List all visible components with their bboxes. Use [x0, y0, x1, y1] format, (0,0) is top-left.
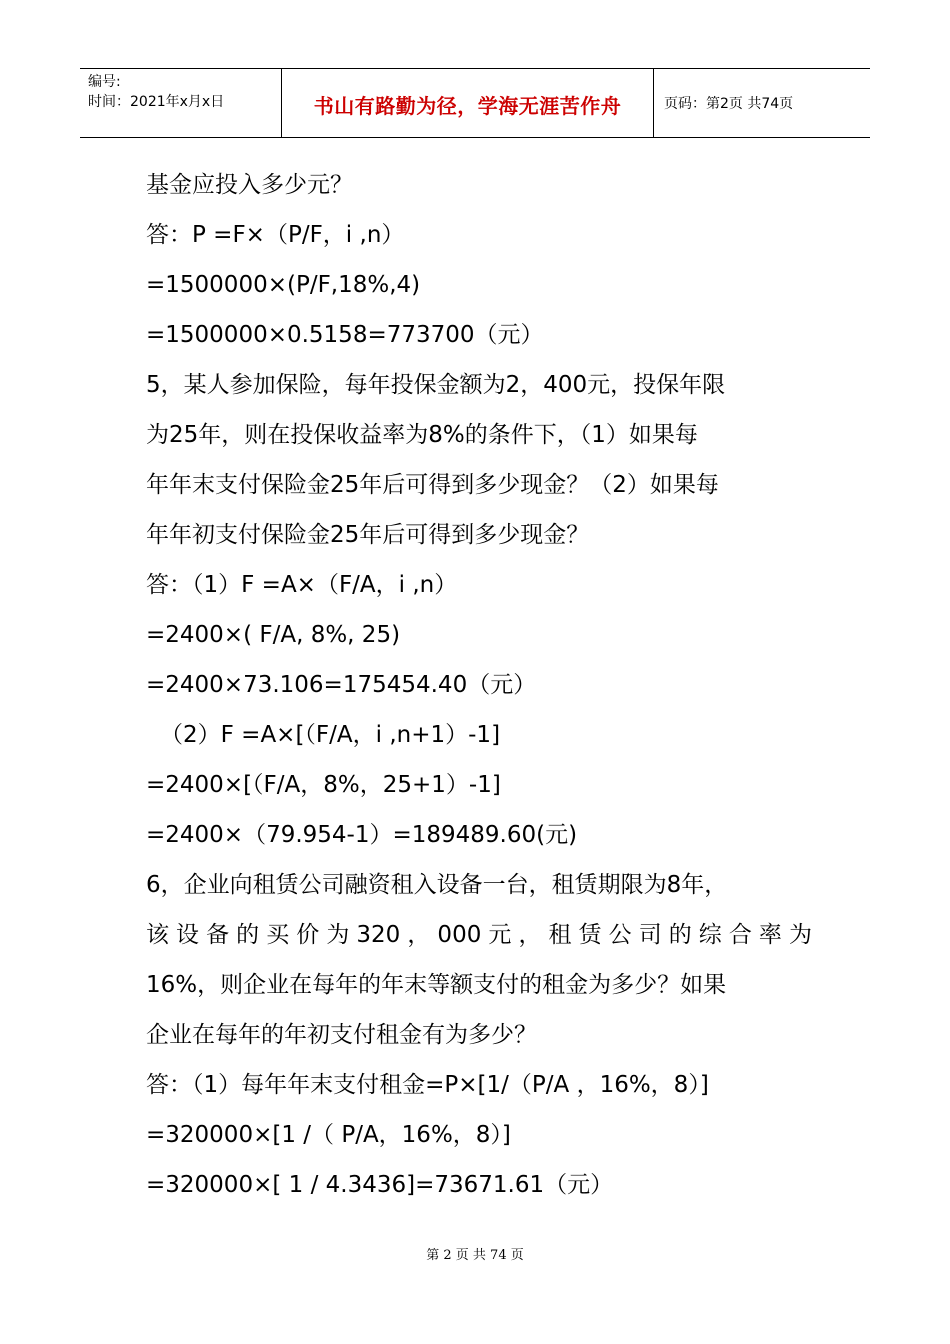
formula-line: =1500000×(P/F,18%,4) — [146, 272, 421, 298]
question-line: 6，企业向租赁公司融资租入设备一台，租赁期限为8年， — [146, 872, 728, 898]
answer-line: 答：（1）每年年末支付租金=P×[1/（P/A ，16%，8）] — [146, 1072, 709, 1098]
document-date-label: 时间：2021年x月x日 — [88, 94, 225, 110]
question-line: 企业在每年的年初支付租金有为多少？ — [146, 1022, 537, 1048]
formula-line: （2）F =A×[（F/A，i ,n+1）-1] — [160, 722, 501, 748]
document-number-label: 编号: — [88, 74, 121, 90]
question-line: 为25年，则在投保收益率为8%的条件下，（1）如果每 — [146, 422, 698, 448]
header-motto: 书山有路勤为径，学海无涯苦作舟 — [282, 69, 654, 137]
text-line: 基金应投入多少元？ — [146, 172, 353, 198]
question-line: 年年末支付保险金25年后可得到多少现金？（2）如果每 — [146, 472, 719, 498]
page-footer: 第 2 页 共 74 页 — [426, 1248, 524, 1263]
formula-line: =320000×[ 1 / 4.3436]=73671.61（元） — [146, 1172, 614, 1198]
answer-line: 答：P =F×（P/F，i ,n） — [146, 222, 405, 248]
header-page-info: 页码：第2页 共74页 — [664, 96, 794, 112]
header-meta — [80, 69, 282, 137]
question-line: 年年初支付保险金25年后可得到多少现金？ — [146, 522, 590, 548]
answer-line: 答：（1）F =A×（F/A，i ,n） — [146, 572, 458, 598]
question-line: 16%，则企业在每年的年末等额支付的租金为多少？如果 — [146, 972, 727, 998]
question-line: 5，某人参加保险，每年投保金额为2，400元，投保年限 — [146, 372, 726, 398]
formula-line: =2400×73.106=175454.40（元） — [146, 672, 537, 698]
formula-line: =2400×（79.954-1）=189489.60(元) — [146, 822, 578, 848]
formula-line: =2400×( F/A, 8%, 25) — [146, 622, 401, 648]
formula-line: =320000×[1 /（ P/A，16%，8）] — [146, 1122, 511, 1148]
document-body — [146, 160, 812, 1210]
formula-line: =2400×[（F/A，8%，25+1）-1] — [146, 772, 501, 798]
formula-line: =1500000×0.5158=773700（元） — [146, 322, 544, 348]
page-header — [80, 68, 870, 138]
question-line: 该设备的买价为320，000元，租赁公司的综合率为 — [146, 922, 812, 948]
